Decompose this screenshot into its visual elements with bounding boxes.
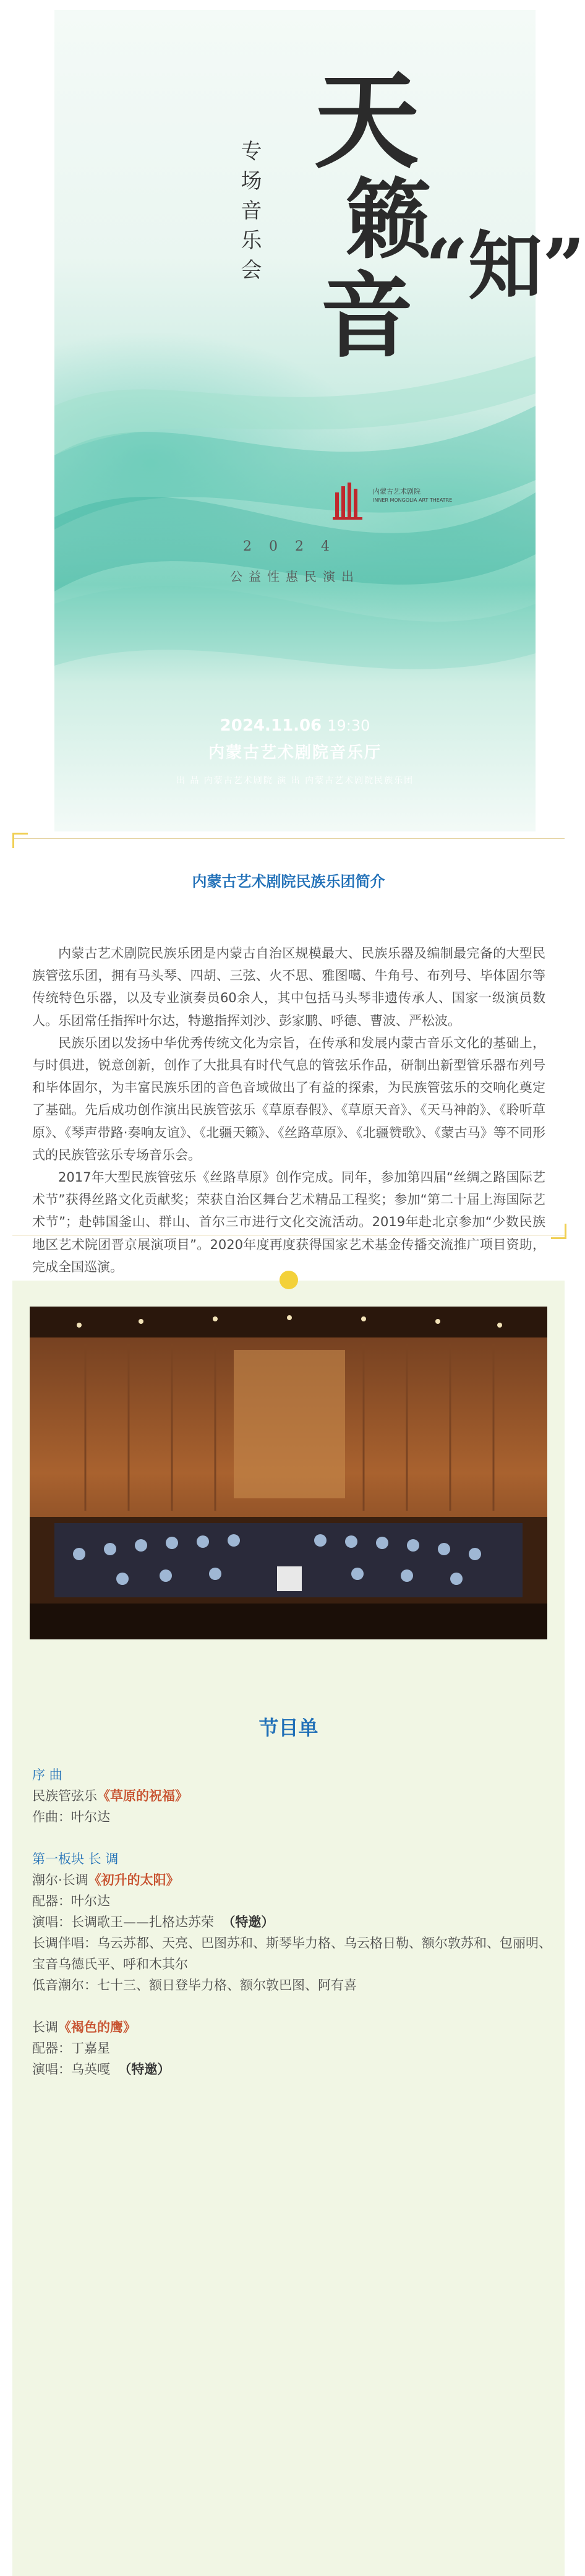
date-value: 2024.11.06 bbox=[220, 716, 322, 735]
poster-venue: 内蒙古艺术剧院音乐厅 bbox=[208, 744, 382, 762]
piece1-prefix: 潮尔·长调 bbox=[32, 1873, 88, 1887]
poster-subtitle: 专场音乐会 bbox=[237, 140, 262, 288]
title-char-3: “知” bbox=[425, 223, 585, 310]
piece1-arranger: 配器：叶尔达 bbox=[32, 1894, 110, 1908]
silk-swirl-decoration bbox=[54, 10, 536, 831]
piece1-special-tag: （特邀） bbox=[222, 1915, 275, 1930]
intro-paragraph: 内蒙古艺术剧院民族乐团是内蒙古自治区规模最大、民族乐器及编制最完备的大型民族管弦乐团，拥有马头琴、四胡、三弦、火不思、雅图噶、牛角号、布列号、毕体固尔等传统特色乐器，以及专业演奏员60余人，其中包括马头琴非遗传承人、国家一级演员数人。乐团常任指挥叶尔达，特邀指挥刘沙、彭家鹏、呼德、曹波、严松波。 bbox=[32, 946, 545, 1028]
piece1-singer bbox=[32, 1912, 552, 1933]
title-char-4: 音 bbox=[320, 262, 414, 371]
logo-name-cn: 内蒙古艺术剧院 bbox=[373, 487, 421, 496]
prelude-piece-title: 《草原的祝福》 bbox=[97, 1788, 188, 1803]
theatre-logo-text bbox=[373, 487, 452, 505]
program-list bbox=[32, 1764, 552, 2080]
poster-year: 2024 bbox=[243, 539, 347, 554]
prelude-piece bbox=[32, 1785, 552, 1806]
yellow-dot-decoration bbox=[280, 1271, 298, 1289]
section1-heading: 第一板块 长 调 bbox=[32, 1852, 119, 1866]
prelude-piece-prefix: 民族管弦乐 bbox=[32, 1788, 97, 1803]
poster-credits: 出 品 内蒙古艺术剧院 演 出 内蒙古艺术剧院民族乐团 bbox=[176, 776, 414, 786]
piece1-low-voice: 低音潮尔：七十三、额日登毕力格、额尔敦巴图、阿有喜 bbox=[32, 1978, 357, 1993]
program-title: 节目单 bbox=[258, 1716, 318, 1740]
poster-tagline: 公益性惠民演出 bbox=[230, 569, 360, 584]
corner-bracket-bottom-right bbox=[551, 1224, 566, 1239]
piece1-title: 《初升的太阳》 bbox=[88, 1873, 179, 1887]
title-char-1: 天 bbox=[314, 59, 420, 183]
piece2-arranger: 配器：丁嘉星 bbox=[32, 2041, 110, 2056]
piece1-singer-text: 演唱：长调歌王——扎格达苏荣 bbox=[32, 1915, 214, 1930]
intro-title: 内蒙古艺术剧院民族乐团简介 bbox=[192, 873, 385, 890]
piece2-singer bbox=[32, 2059, 552, 2080]
piece2-prefix: 长调 bbox=[32, 2020, 58, 2035]
poster-date bbox=[54, 716, 536, 735]
section1-piece1 bbox=[32, 1870, 552, 1891]
intro-paragraph: 民族乐团以发扬中华优秀传统文化为宗旨，在传承和发展内蒙古音乐文化的基础上，与时俱进，锐意创新，创作了大批具有时代气息的管弦乐作品，研制出新型管乐器布列号和毕体固尔，为丰富民族乐团的音色音域做出了有益的探索，为民族管弦乐的交响化奠定了基础。先后成功创作演出民族管弦乐《草原春假》、《草原天音》、《天马神韵》、《聆听草原》、《琴声带路·奏响友谊》、《北疆天籁》、《丝路草原》、《北疆赞歌》、《蒙古马》等不同形式的民族管弦乐专场音乐会。 bbox=[32, 1035, 545, 1162]
time-value: 19:30 bbox=[327, 717, 370, 734]
piece2-title: 《褐色的鹰》 bbox=[58, 2020, 136, 2035]
section1-piece2 bbox=[32, 2017, 552, 2038]
prelude-heading: 序 曲 bbox=[32, 1767, 62, 1782]
concert-hall-image bbox=[30, 1307, 547, 1639]
piece2-singer-text: 演唱：乌英嘎 bbox=[32, 2062, 110, 2077]
theatre-logo-icon bbox=[330, 480, 367, 523]
orchestra-photo bbox=[30, 1307, 547, 1639]
concert-poster bbox=[54, 10, 585, 831]
piece2-special-tag: （特邀） bbox=[118, 2062, 171, 2077]
piece1-long-tune-singers: 长调伴唱：乌云苏都、天亮、巴图苏和、斯琴毕力格、乌云格日勒、额尔敦苏和、包丽明、宝音乌德氏平、呼和木其尔 bbox=[32, 1936, 552, 1972]
logo-name-en: INNER MONGOLIA ART THEATRE bbox=[373, 497, 453, 503]
title-char-2: 籁 bbox=[345, 170, 432, 271]
corner-bracket-top-left bbox=[12, 833, 28, 848]
prelude-composer: 作曲：叶尔达 bbox=[32, 1810, 110, 1824]
intro-paragraph: 2017年大型民族管弦乐《丝路草原》创作完成。同年，参加第四届“丝绸之路国际艺术节”获得丝路文化贡献奖；荣获自治区舞台艺术精品工程奖；参加“第二十届上海国际艺术节”；赴韩国釜山、群山、首尔三市进行文化交流活动。2019年赴北京参加“少数民族地区艺术院团晋京展演项目”。2020年度再度获得国家艺术基金传播交流推广项目资助，完成全国巡演。 bbox=[32, 1170, 545, 1274]
